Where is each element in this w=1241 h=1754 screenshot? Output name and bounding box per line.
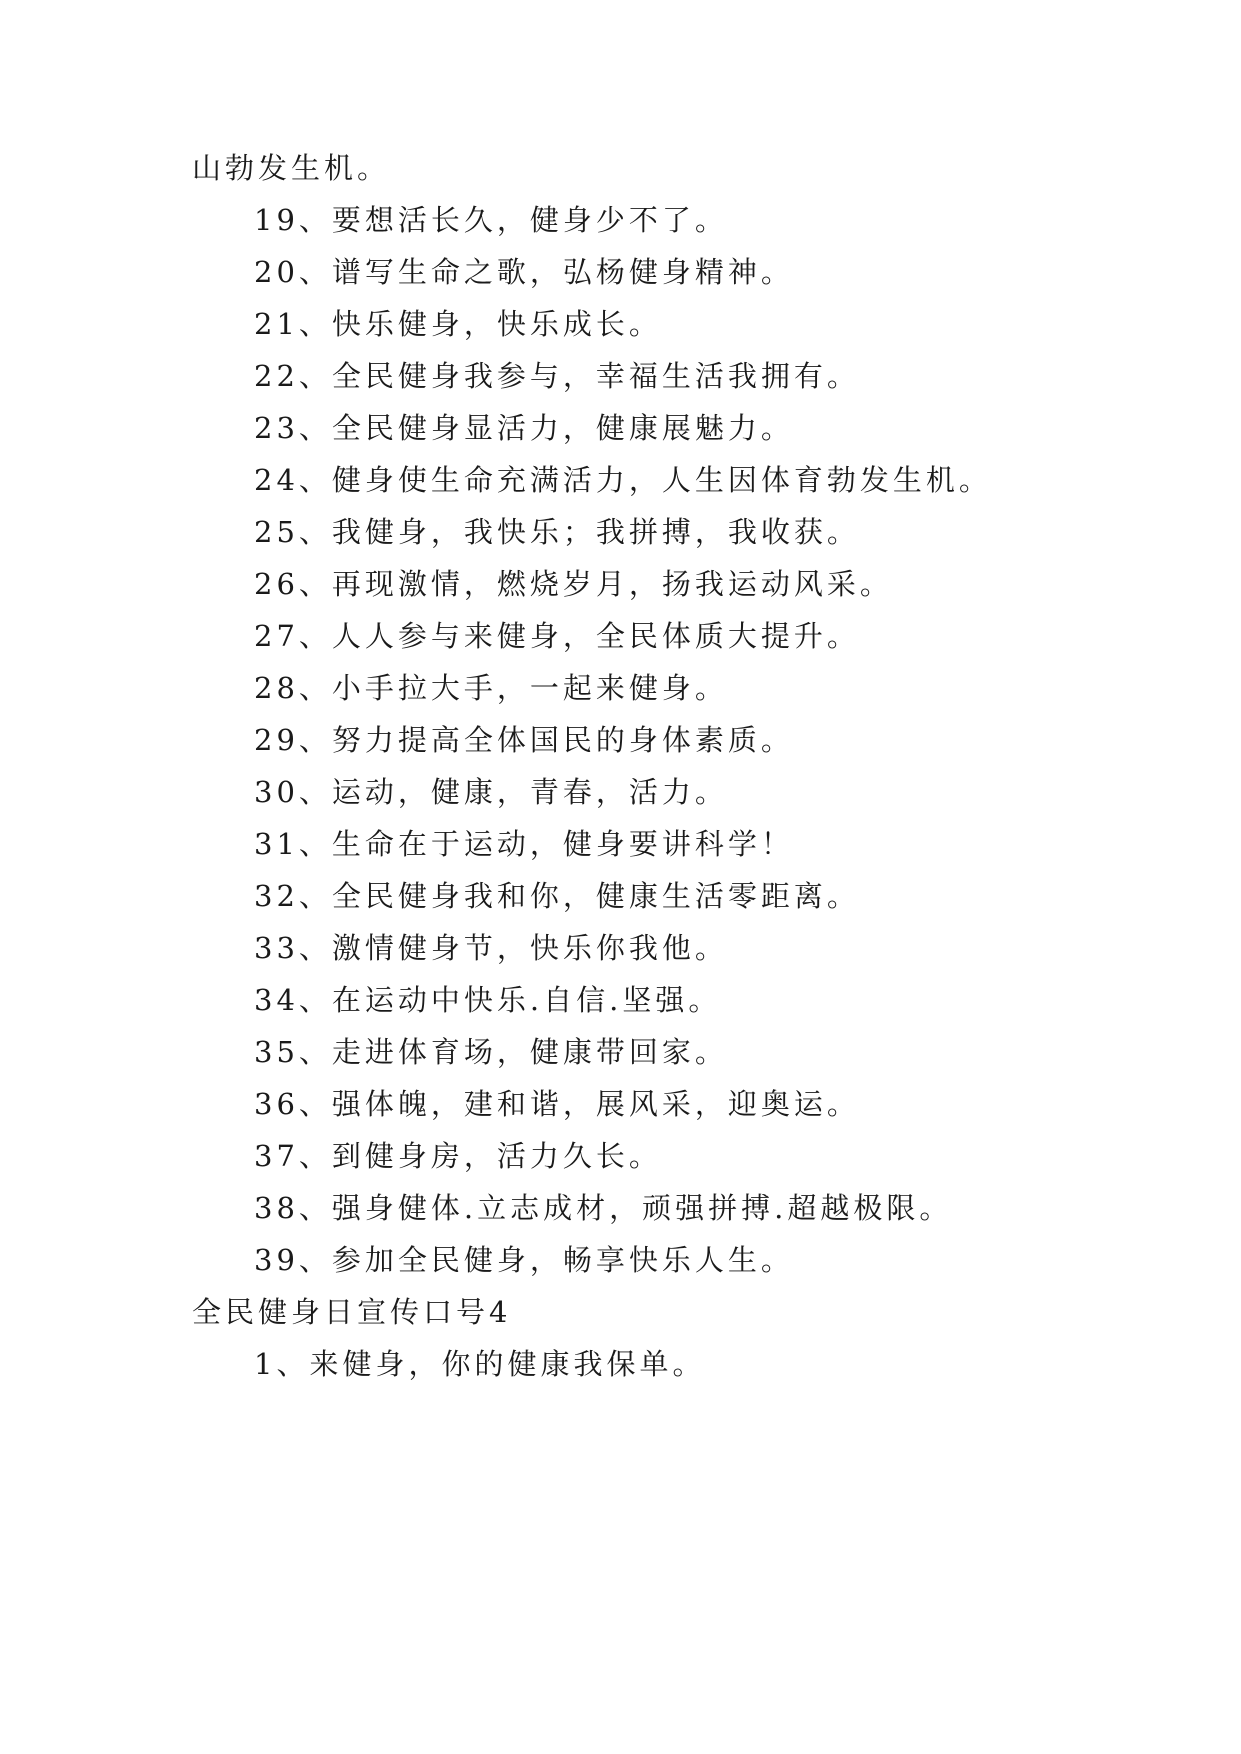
list-item: 22、全民健身我参与，幸福生活我拥有。 [254,359,860,393]
list-item: 23、全民健身显活力，健康展魅力。 [254,411,794,445]
list-item: 20、谱写生命之歌，弘杨健身精神。 [254,255,794,289]
list-item: 36、强体魄，建和谐，展风采，迎奥运。 [254,1087,860,1121]
list-item: 35、走进体育场，健康带回家。 [254,1035,728,1069]
list-item: 29、努力提高全体国民的身体素质。 [254,723,794,757]
continuation-text: 山勃发生机。 [192,151,391,185]
list-item: 30、运动，健康，青春，活力。 [254,775,728,809]
section-heading: 全民健身日宣传口号4 [192,1295,512,1329]
list-item: 31、生命在于运动，健身要讲科学！ [254,827,794,861]
list-item: 21、快乐健身，快乐成长。 [254,307,662,341]
list-item: 34、在运动中快乐.自信.坚强。 [254,983,722,1017]
list-item: 32、全民健身我和你，健康生活零距离。 [254,879,860,913]
list-item: 37、到健身房，活力久长。 [254,1139,662,1173]
list-item: 33、激情健身节，快乐你我他。 [254,931,728,965]
list-item: 39、参加全民健身，畅享快乐人生。 [254,1243,794,1277]
list-item: 25、我健身，我快乐；我拼搏，我收获。 [254,515,860,549]
list-item: 38、强身健体.立志成材，顽强拼搏.超越极限。 [254,1191,953,1225]
list-item: 19、要想活长久，健身少不了。 [254,203,728,237]
list-item: 1、来健身，你的健康我保单。 [254,1347,706,1381]
list-item: 28、小手拉大手，一起来健身。 [254,671,728,705]
list-item: 27、人人参与来健身，全民体质大提升。 [254,619,860,653]
list-item: 24、健身使生命充满活力，人生因体育勃发生机。 [254,463,992,497]
list-item: 26、再现激情，燃烧岁月，扬我运动风采。 [254,567,893,601]
